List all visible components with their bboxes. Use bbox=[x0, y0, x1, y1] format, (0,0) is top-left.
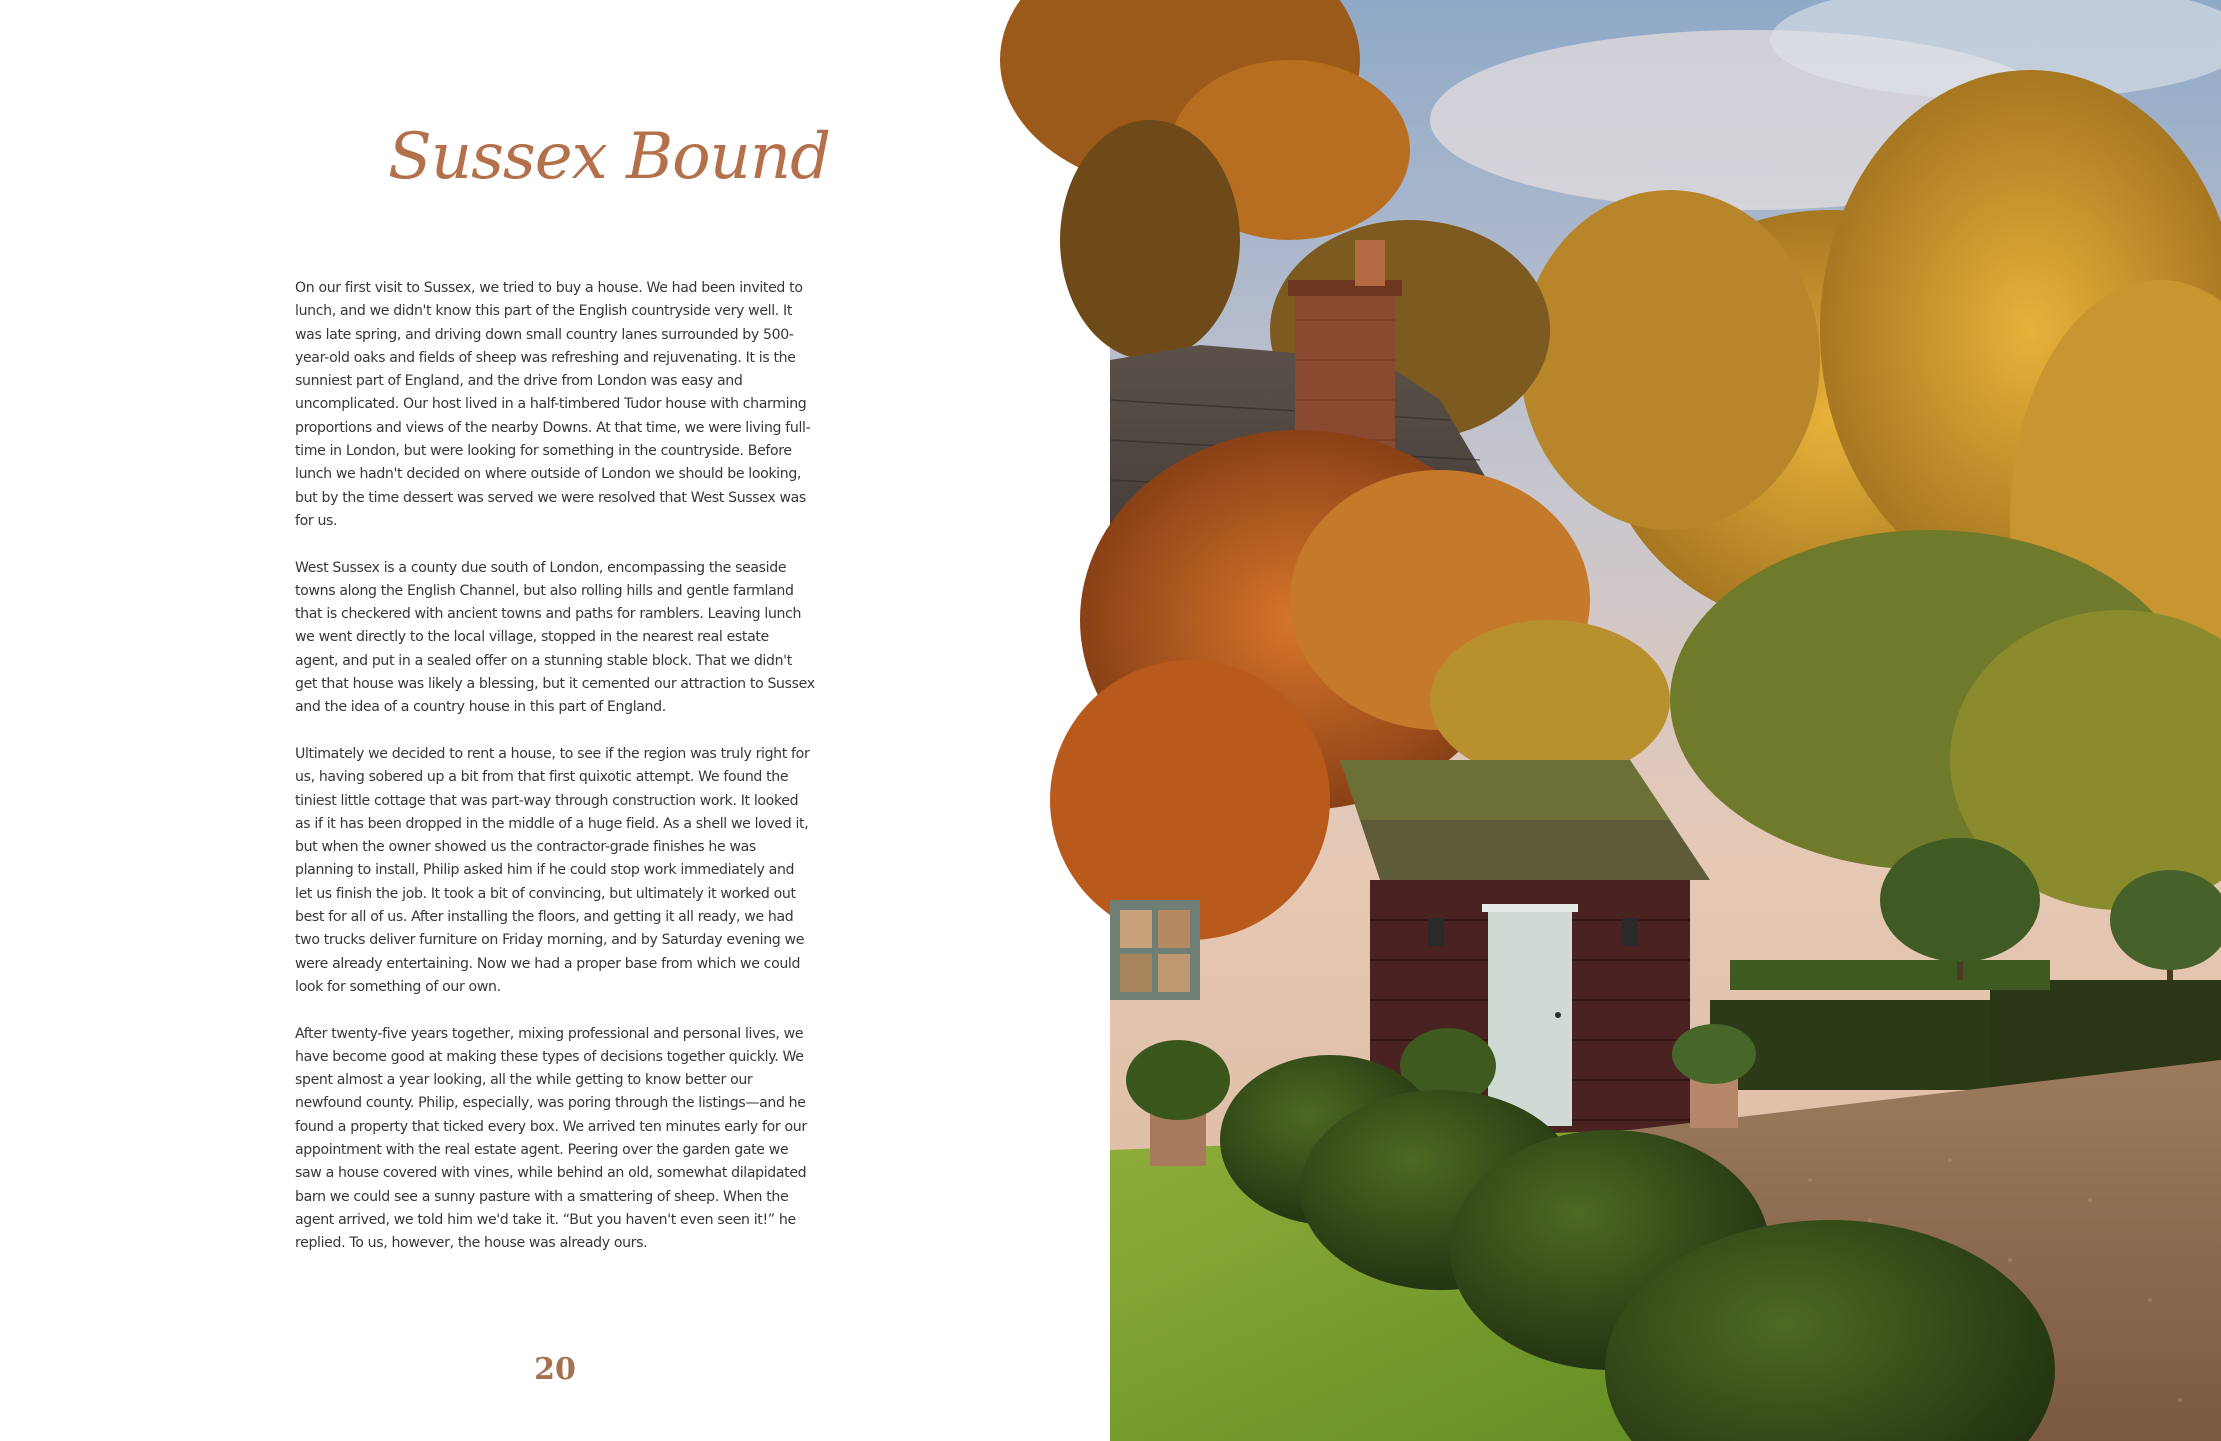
paragraph-1: On our first visit to Sussex, we tried to buy a house. We had been invited to lunch, and we didn't know this part of the English countryside very well. It was late spring, and driving down small country lanes surrounded by 500-year-old oaks and fields of sheep was refreshing and rejuvenating. It is the sunniest part of England, and the drive from London was easy and uncomplicated. Our host lived in a half-timbered Tudor house with charming proportions and views of the nearby Downs. At that time, we were living full-time in London, but were looking for something in the countryside. Before lunch we hadn't decided on where outside of London we should be looking, but by the time dessert was served we were resolved that West Sussex was for us. bbox=[295, 280, 811, 529]
body-text bbox=[295, 277, 815, 1279]
chapter-title-svg bbox=[380, 108, 831, 208]
cottage-photo bbox=[1110, 0, 2221, 1441]
paragraph-2: West Sussex is a county due south of London, encompassing the seaside towns along the English Channel, but also rolling hills and gentle farmland that is checkered with ancient towns and paths for ramblers. Leaving lunch we went directly to the local village, stopped in the nearest real estate agent, and put in a sealed offer on a stunning stable block. That we didn't get that house was likely a blessing, but it cemented our attraction to Sussex and the idea of a country house in this part of England. bbox=[295, 559, 815, 716]
cottage-photo-illustration bbox=[1110, 0, 2221, 1441]
paragraph-3: Ultimately we decided to rent a house, to see if the region was truly right for us, having sobered up a bit from that first quixotic attempt. We found the tiniest little cottage that was part-way through construction work. It looked as if it has been dropped in the middle of a huge field. As a shell we loved it, but when the owner showed us the contractor-grade finishes he was planning to install, Philip asked him if he could stop work immediately and let us finish the job. It took a bit of convincing, but ultimately it worked out best for all of us. After installing the floors, and getting it all ready, we had two trucks deliver furniture on Friday morning, and by Saturday evening we were already entertaining. Now we had a proper base from which we could look for something of our own. bbox=[295, 745, 810, 995]
chapter-title-text: Sussex Bound bbox=[388, 120, 831, 194]
paragraph-4: After twenty-five years together, mixing professional and personal lives, we have become good at making these types of decisions together quickly. We spent almost a year looking, all the while getting to know better our newfound county. Philip, especially, was poring through the listings—and he found a property that ticked every box. We arrived ten minutes early for our appointment with the real estate agent. Peering over the garden gate we saw a house covered with vines, while behind an old, somewhat dilapidated barn we could see a sunny pasture with a smattering of sheep. When the agent arrived, we told him we'd take it. “But you haven't even seen it!” he replied. To us, however, the house was already ours. bbox=[295, 1025, 807, 1252]
page-number: 20 bbox=[534, 1352, 576, 1387]
left-page bbox=[0, 0, 1110, 1441]
chapter-title bbox=[380, 108, 831, 208]
